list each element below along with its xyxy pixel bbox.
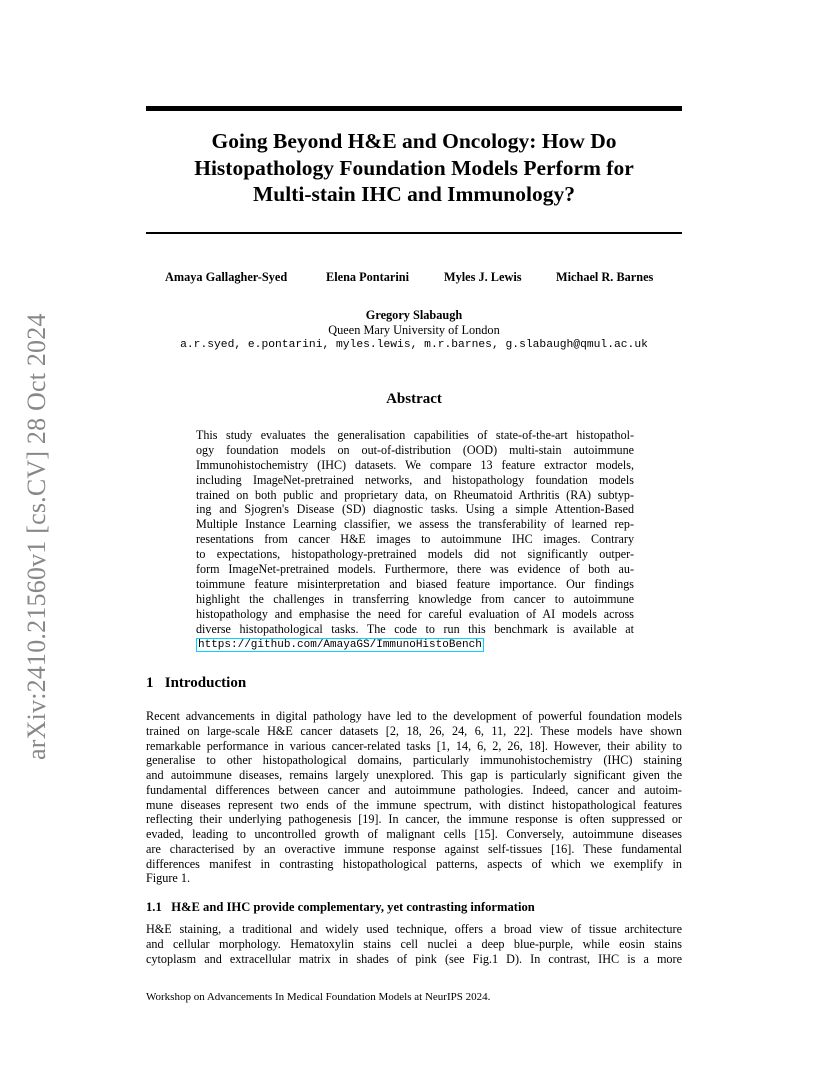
paper-title — [146, 128, 682, 208]
title-bottom-rule — [146, 232, 682, 234]
body-line: differences manifest in contrasting histopathological patterns, aspects of which we exemplify in — [146, 856, 682, 871]
subsection-number: 1.1 — [146, 900, 162, 914]
abstract-line: ing and Sjogren's Disease (SD) diagnostic tasks. Using a simple Attention-Based — [196, 502, 634, 517]
body-line: reflecting their underlying pathogenesis [19]. In cancer, the immune response is often suppressed or — [146, 812, 682, 827]
abstract-line: toimmune feature misinterpretation and biased feature importance. Our findings — [196, 576, 634, 591]
body-line: Figure 1. — [146, 871, 191, 886]
abstract-line: This study evaluates the generalisation capabilities of state-of-the-art histopathol- — [196, 428, 634, 442]
arxiv-stamp: arXiv:2410.21560v1 [cs.CV] 28 Oct 2024 — [22, 313, 51, 760]
body-line: H&E staining, a traditional and widely used technique, offers a broad view of tissue architecture — [146, 922, 682, 936]
abstract-line: form ImageNet-pretrained models. Furthermore, there was evidence of both au- — [196, 562, 634, 577]
abstract-line: resentations from cancer H&E images to autoimmune IHC images. Contrary — [196, 532, 634, 547]
section-heading-introduction — [146, 675, 246, 692]
affiliation: Queen Mary University of London — [328, 323, 500, 337]
body-line: fundamental differences between cancer and autoimmune pathologies. Indeed, cancer and autoim- — [146, 782, 682, 797]
body-line: and autoimmune diseases, remains largely unexplored. This gap is particularly significant given the — [146, 768, 682, 782]
body-line: generalise to other histopathological domains, particularly immunohistochemistry (IHC) staining — [146, 753, 682, 768]
author-name: Michael R. Barnes — [556, 270, 654, 284]
body-line: trained on large-scale H&E cancer datasets [2, 18, 26, 24, 6, 11, 22]. These models have shown — [146, 723, 682, 738]
title-line: Histopathology Foundation Models Perform for — [194, 155, 634, 180]
author-name: Myles J. Lewis — [444, 270, 522, 284]
author-name: Elena Pontarini — [326, 270, 410, 284]
body-line: are characterised by an overactive immune response against self-tissues [16]. These fundamental — [146, 841, 682, 856]
body-line: mune diseases represent two ends of the immune spectrum, with distinct histopathological features — [146, 797, 682, 812]
author-name: Amaya Gallagher-Syed — [165, 270, 288, 284]
body-line: and cellular morphology. Hematoxylin stains cell nuclei a deep blue-purple, while eosin stains — [146, 936, 682, 951]
section-title: Introduction — [164, 675, 247, 691]
abstract-line: ogy foundation models on out-of-distribution (OOD) multi-stain autoimmune — [196, 442, 634, 457]
body-line: Recent advancements in digital pathology have led to the development of powerful foundation models — [146, 709, 682, 723]
section-number: 1 — [146, 675, 154, 691]
abstract-line: highlight the challenges in transferring knowledge from cancer to autoimmune — [196, 591, 634, 606]
title-line: Multi-stain IHC and Immunology? — [253, 182, 575, 206]
introduction-paragraph — [146, 709, 682, 886]
body-line: remarkable performance in various cancer-related tasks [1, 14, 6, 2, 26, 18]. However, their ability to — [146, 738, 682, 753]
body-line: cytoplasm and extracellular matrix in shades of pink (see Fig.1 D). In contrast, IHC is a more — [146, 951, 682, 966]
abstract-url-line — [196, 636, 634, 651]
top-rule — [146, 106, 682, 111]
last-author: Gregory Slabaugh — [365, 308, 463, 322]
subsection-paragraph — [146, 922, 682, 966]
subsection-title: H&E and IHC provide complementary, yet contrasting information — [171, 900, 535, 914]
subsection-heading — [146, 900, 535, 915]
code-repository-link[interactable]: https://github.com/AmayaGS/ImmunoHistoBench — [198, 639, 482, 652]
body-line: evaded, leading to uncontrolled growth of malignant cells [15]. Conversely, autoimmune diseases — [146, 827, 682, 841]
abstract-line: Multiple Instance Learning classifier, we assess the transferability of learned rep- — [196, 517, 634, 532]
author-emails: a.r.syed, e.pontarini, myles.lewis, m.r.barnes, g.slabaugh@qmul.ac.uk — [180, 339, 648, 351]
abstract-line: diverse histopathological tasks. The code to run this benchmark is available at — [196, 621, 634, 636]
page-footer: Workshop on Advancements In Medical Foundation Models at NeurIPS 2024. — [146, 991, 491, 1003]
abstract-heading: Abstract — [386, 391, 442, 407]
abstract-line: including ImageNet-pretrained networks, and histopathology foundation models — [196, 472, 634, 487]
abstract-line: trained on both public and proprietary data, on Rheumatoid Arthritis (RA) subtyp- — [196, 487, 634, 502]
abstract-body — [196, 428, 634, 651]
abstract-line: to expectations, histopathology-pretrained models did not significantly outper- — [196, 547, 634, 562]
abstract-line: Immunohistochemistry (IHC) datasets. We compare 13 feature extractor models, — [196, 457, 634, 472]
title-line: Going Beyond H&E and Oncology: How Do — [211, 129, 617, 153]
abstract-line: histopathology and emphasise the need for careful evaluation of AI models across — [196, 606, 634, 621]
